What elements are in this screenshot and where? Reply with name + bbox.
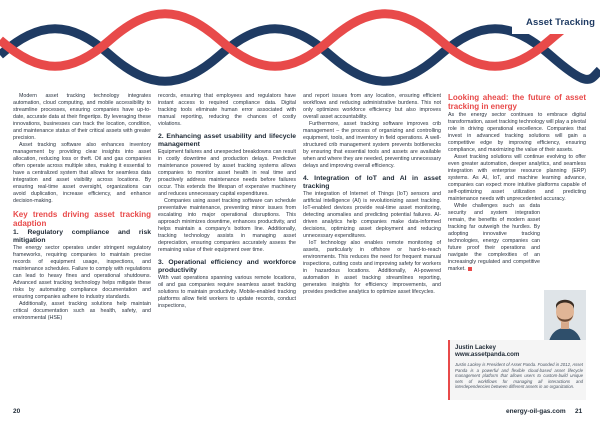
paragraph: records, ensuring that employees and regulators have instant access to required compliance data. Digital tracking tools eliminate human error associated with manual reporting, reducing the chances of costly violations. bbox=[158, 93, 296, 127]
paragraph: Furthermore, asset tracking software improves crib management – the process of organizing and controlling equipment, tools, and inventory in field operations. A well-structured crib management system prevents bottlenecks by ensuring that essential tools and assets are available when and where they are needed, preventing unnecessary delays and improving overall efficiency. bbox=[303, 121, 441, 169]
paragraph: The integration of Internet of Things (IoT) sensors and artificial intelligence (AI) is revolutionizing asset tracking. IoT-enabled devices provide real-time asset monitoring, detecting anomalies and predicting potential failures. AI-driven analytics help companies make data-informed decisions, optimizing asset deployment and reducing unnecessary expenditures. bbox=[303, 191, 441, 239]
paragraph: Asset tracking software also enhances inventory management by providing clear insights into asset allocation, reducing loss or theft. Oil and gas companies often operate across multiple sites, making it essential to have a centralized system that allows for seamless data integration and asset visibility across locations. By ensuring real-time asset oversight, organizations can avoid duplication, increase efficiency, and enhance decision-making. bbox=[13, 142, 151, 204]
author-box bbox=[448, 340, 586, 400]
paragraph: and report issues from any location, ensuring efficient workflows and reducing administrative burdens. This not only optimizes workforce efficiency but also improves overall asset accountability. bbox=[303, 93, 441, 120]
column-3 bbox=[303, 93, 441, 296]
paragraph: Asset tracking solutions will continue evolving to offer even greater automation, deeper analytics, and seamless integration with enterprise resource planning (ERP) systems. As AI, IoT, and machine learning advance, companies can expect more intuitive platforms capable of self-optimizing asset utilization and predicting maintenance needs with unprecedented accuracy. bbox=[448, 154, 586, 202]
subsection-heading: 4. Integration of IoT and AI in asset tracking bbox=[303, 175, 441, 190]
end-mark-icon bbox=[468, 267, 472, 271]
column-1 bbox=[13, 93, 151, 322]
footer-website: energy-oil-gas.com bbox=[506, 408, 566, 415]
section-title: Asset Tracking bbox=[526, 17, 595, 28]
column-2 bbox=[158, 93, 296, 310]
paragraph-text: While challenges such as data security and system integration remain, the benefits of modern asset tracking far outweigh the hurdles. By adopting innovative tracking technologies, energy companies can future proof their operations and navigate the complexities of an increasingly regulated and competitive market. bbox=[448, 203, 540, 272]
paragraph: The energy sector operates under stringent regulatory frameworks, requiring companies to maintain precise records of equipment usage, inspections, and maintenance schedules. Failure to comply with regulations can lead to heavy fines and operational shutdowns. Advanced asset tracking technology helps mitigate these risks by automating compliance documentation and ensuring companies adhere to industry standards. bbox=[13, 245, 151, 300]
subsection-heading: 2. Enhancing asset usability and lifecycle management bbox=[158, 133, 296, 148]
subsection-heading: 3. Operational efficiency and workforce productivity bbox=[158, 259, 296, 274]
section-heading: Looking ahead: the future of asset tracking in energy bbox=[448, 93, 586, 111]
wave-banner bbox=[0, 0, 600, 100]
paragraph: Equipment failures and unexpected breakdowns can result in costly downtime and production delays. Predictive maintenance powered by asset tracking systems allows companies to monitor asset health in real time and proactively address maintenance needs before failures occur. This extends the lifespan of expensive machinery and reduces unnecessary capital expenditures. bbox=[158, 149, 296, 197]
paragraph bbox=[448, 203, 540, 273]
paragraph: IoT technology also enables remote monitoring of assets, particularly in offshore or hard-to-reach environments. This reduces the need for frequent manual inspections, cutting costs and improving safety for workers in hazardous locations. Additionally, AI-powered automation in asset tracking streamlines reporting, generates insights for efficiency improvements, and provides predictive analytics to optimize asset lifecycles. bbox=[303, 240, 441, 295]
author-name: Justin Lackey bbox=[455, 344, 496, 351]
author-photo bbox=[544, 290, 586, 346]
author-website[interactable]: www.assetpanda.com bbox=[455, 351, 520, 358]
section-heading: Key trends driving asset tracking adaption bbox=[13, 210, 151, 228]
page-number-right: 21 bbox=[575, 408, 583, 415]
paragraph: Modern asset tracking technology integrates automation, cloud computing, and mobile accessibility to streamline processes, ensuring companies have up-to-date, accurate data at their fingertips. By leveraging these innovations, businesses can track the location, condition, and maintenance status of their critical assets with greater precision. bbox=[13, 93, 151, 141]
page-number-left: 20 bbox=[13, 408, 21, 415]
paragraph: As the energy sector continues to embrace digital transformation, asset tracking technology will play a pivotal role in driving operational excellence. Companies that invest in advanced tracking solutions will gain a competitive edge by improving efficiency, ensuring compliance, and maximizing the value of their assets. bbox=[448, 112, 586, 153]
paragraph: Additionally, asset tracking solutions help maintain critical documentation such as health, safety, and environmental (HSE) bbox=[13, 301, 151, 321]
paragraph: With vast operations spanning various remote locations, oil and gas companies require seamless asset tracking solutions to maintain productivity. Mobile-enabled tracking platforms allow field workers to update records, conduct inspections, bbox=[158, 275, 296, 309]
paragraph: Companies using asset tracking software can schedule preventative maintenance, preventing minor issues from escalating into major operational disruptions. This approach minimizes downtime, enhances productivity, and helps maintain a company's bottom line. Additionally, tracking technology assists in managing asset depreciation, ensuring companies accurately assess the remaining value of their equipment over time. bbox=[158, 198, 296, 253]
column-4 bbox=[448, 93, 586, 273]
section-header bbox=[512, 0, 600, 34]
author-bio: Justin Lackey is President of Asset Panda. Founded in 2012, Asset Panda is a powerful and flexible cloud-based asset lifecycle management platform that allows users to custom-build unique sets of workflows for managing all interactions and interdependencies between different assets in an organization. bbox=[455, 362, 583, 390]
subsection-heading: 1. Regulatory compliance and risk mitigation bbox=[13, 229, 151, 244]
